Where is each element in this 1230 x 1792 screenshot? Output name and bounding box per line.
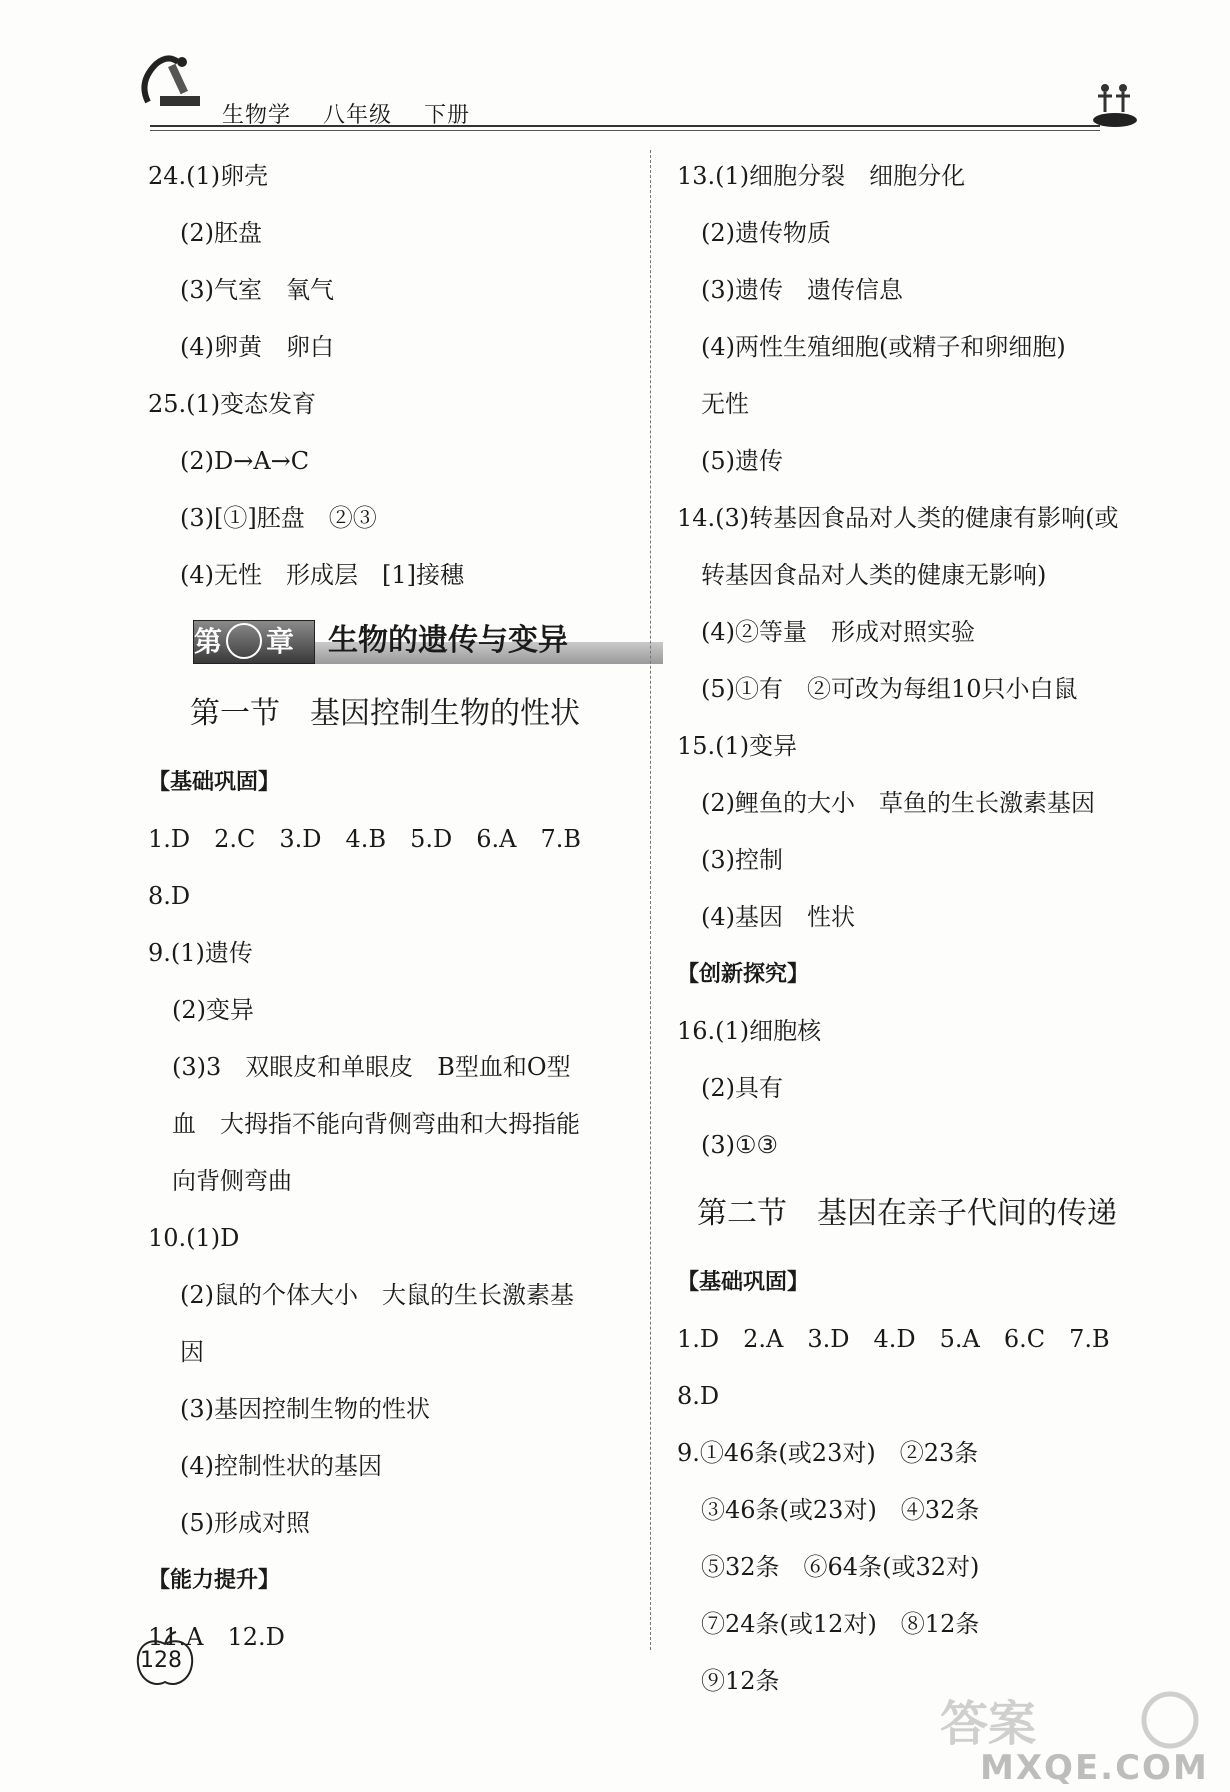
page-number: 128 (140, 1648, 182, 1673)
answer-line: (5)形成对照 (180, 1509, 310, 1537)
answer-line: 1.D 2.C 3.D 4.B 5.D 6.A 7.B (148, 825, 581, 853)
answer-line: 向背侧弯曲 (172, 1167, 292, 1195)
answer-line: (2)胚盘 (180, 219, 262, 247)
page-header (0, 0, 1230, 140)
answer-line: (3)遗传 遗传信息 (701, 276, 903, 304)
answer-line: ⑨12条 (701, 1667, 780, 1695)
answer-line: ⑦24条(或12对) ⑧12条 (701, 1610, 980, 1638)
answer-line: 1.D 2.A 3.D 4.D 5.A 6.C 7.B (677, 1325, 1110, 1353)
right-column (677, 148, 1177, 1710)
answer-line: (4)无性 形成层 [1]接穗 (180, 561, 464, 589)
answer-line: 24.(1)卵壳 (148, 162, 269, 190)
chapter-label-post: 章 (266, 625, 295, 658)
answer-line: (4)②等量 形成对照实验 (701, 618, 975, 646)
answer-line: 8.D (677, 1382, 720, 1410)
answer-line: 血 大拇指不能向背侧弯曲和大拇指能 (172, 1110, 580, 1138)
answer-line: 8.D (148, 882, 191, 910)
subject-name: 生物学 (222, 103, 292, 128)
answer-line: ⑤32条 ⑥64条(或32对) (701, 1553, 980, 1581)
chapter-banner (148, 604, 638, 674)
answer-line: (4)基因 性状 (701, 903, 855, 931)
answer-line: (4)控制性状的基因 (180, 1452, 382, 1480)
answer-line: (3)[①]胚盘 ②③ (180, 504, 377, 532)
chapter-title: 生物的遗传与变异 (328, 623, 568, 658)
volume-label: 下册 (424, 103, 471, 128)
answer-line: 无性 (701, 390, 749, 418)
page-number-badge (130, 1630, 200, 1690)
watermark-text: MXQE.COM (980, 1748, 1209, 1788)
left-column (148, 148, 638, 1666)
subsection-heading: 【基础巩固】 (677, 1270, 810, 1295)
microscope-icon (138, 52, 208, 112)
svg-text:答案: 答案 (940, 1696, 1037, 1752)
column-divider (650, 150, 651, 1650)
answer-line: (4)卵黄 卵白 (180, 333, 334, 361)
header-rule-thin (150, 130, 1100, 131)
answer-line: 9.①46条(或23对) ②23条 (677, 1439, 979, 1467)
answer-line: (4)两性生殖细胞(或精子和卵细胞) (701, 333, 1066, 361)
section-title: 第二节 基因在亲子代间的传递 (697, 1196, 1117, 1231)
answer-line: ③46条(或23对) ④32条 (701, 1496, 980, 1524)
answer-line: (3)控制 (701, 846, 783, 874)
grade-label: 八年级 (323, 103, 393, 128)
answer-line: (3)基因控制生物的性状 (180, 1395, 430, 1423)
subsection-heading: 【创新探究】 (677, 962, 810, 987)
chapter-label (193, 620, 315, 664)
subsection-heading: 【能力提升】 (148, 1568, 281, 1593)
answer-line: 16.(1)细胞核 (677, 1017, 822, 1045)
answer-line: (2)鼠的个体大小 大鼠的生长激素基 (180, 1281, 574, 1309)
answer-line: (2)遗传物质 (701, 219, 831, 247)
answer-line: 25.(1)变态发育 (148, 390, 317, 418)
answer-line: 15.(1)变异 (677, 732, 798, 760)
answer-line: (2)鲤鱼的大小 草鱼的生长激素基因 (701, 789, 1095, 817)
answer-line: 9.(1)遗传 (148, 939, 253, 967)
answer-line: 14.(3)转基因食品对人类的健康有影响(或 (677, 504, 1119, 532)
answer-line: (5)遗传 (701, 447, 783, 475)
answer-line: (2)D→A→C (180, 447, 310, 475)
answer-line: (5)①有 ②可改为每组10只小白鼠 (701, 675, 1078, 703)
answer-line: (3)3 双眼皮和单眼皮 B型血和O型 (172, 1053, 571, 1081)
chapter-label-pre: 第 (194, 625, 223, 658)
section-title: 第一节 基因控制生物的性状 (190, 696, 580, 731)
header-rule (150, 125, 1100, 127)
answer-line: 因 (180, 1338, 204, 1366)
chapter-number-circle (226, 623, 262, 659)
answer-line: (2)具有 (701, 1074, 783, 1102)
answer-line: 13.(1)细胞分裂 细胞分化 (677, 162, 966, 190)
subsection-heading: 【基础巩固】 (148, 770, 281, 795)
answer-line: (3)气室 氧气 (180, 276, 334, 304)
dancers-icon (1090, 80, 1140, 128)
answer-line: 转基因食品对人类的健康无影响) (701, 561, 1047, 589)
answer-line: 11.A 12.D (148, 1623, 285, 1651)
answer-line: (2)变异 (172, 996, 254, 1024)
answer-line: 10.(1)D (148, 1224, 240, 1252)
answer-line: (3)①③ (701, 1131, 779, 1159)
